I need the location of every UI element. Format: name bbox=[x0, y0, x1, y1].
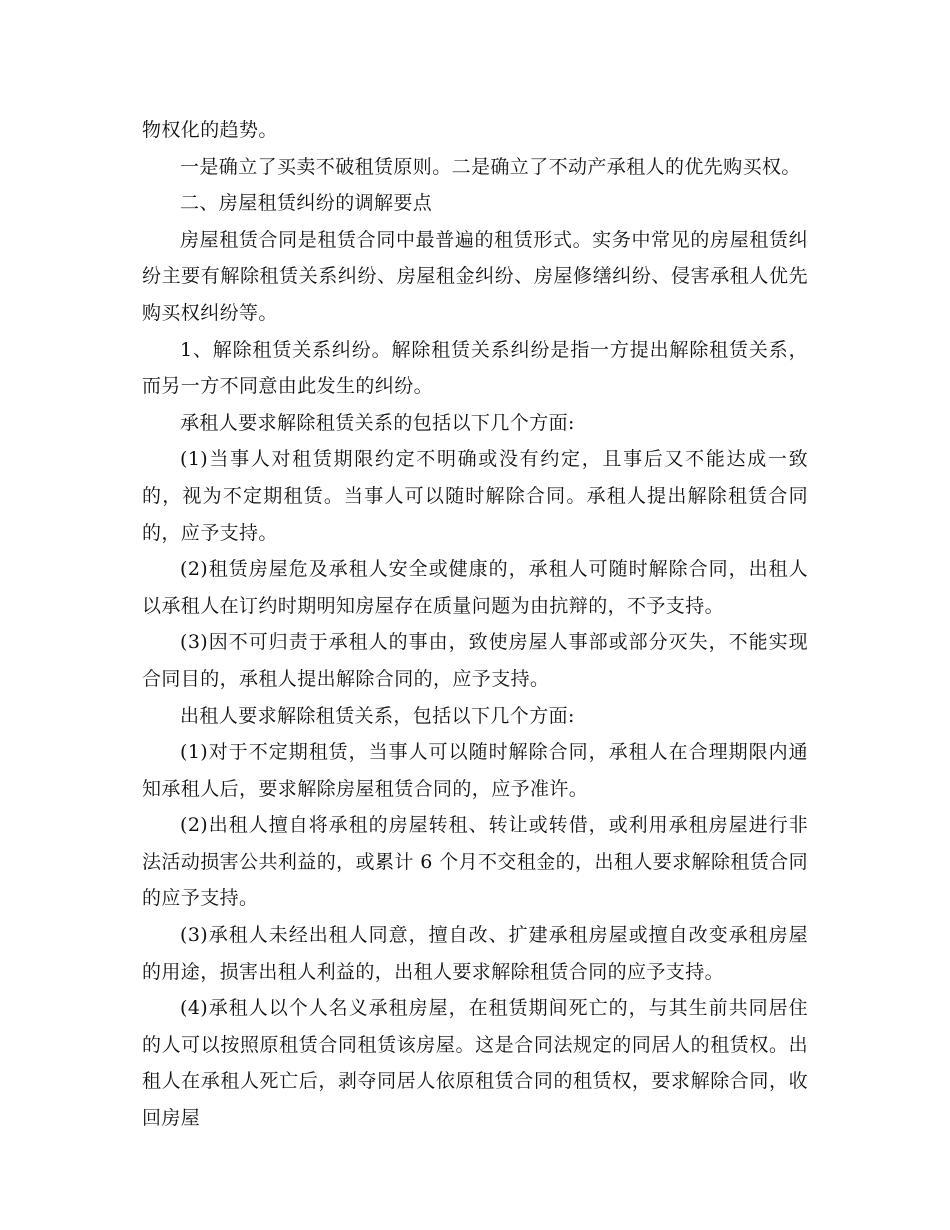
list-item: (3)承租人未经出租人同意，擅自改、扩建承租房屋或擅自改变承租房屋的用途，损害出租人利益的，出租人要求解除租赁合同的应予支持。 bbox=[142, 924, 808, 983]
list-item: (2)出租人擅自将承租的房屋转租、转让或转借，或利用承租房屋进行非法活动损害公共利益的，或累计 6 个月不交租金的，出租人要求解除租赁合同的应予支持。 bbox=[142, 814, 808, 910]
paragraph: 承租人要求解除租赁关系的包括以下几个方面: bbox=[180, 411, 575, 434]
list-item: (2)租赁房屋危及承租人安全或健康的，承租人可随时解除合同，出租人以承租人在订约时期明知房屋存在质量问题为由抗辩的，不予支持。 bbox=[142, 558, 808, 617]
paragraph: 房屋租赁合同是租赁合同中最普遍的租赁形式。实务中常见的房屋租赁纠纷主要有解除租赁关系纠纷、房屋租金纠纷、房屋修缮纠纷、侵害承租人优先购买权纠纷等。 bbox=[142, 228, 808, 324]
section-heading: 二、房屋租赁纠纷的调解要点 bbox=[180, 192, 433, 215]
list-item: (3)因不可归责于承租人的事由，致使房屋人事部或部分灭失，不能实现合同目的，承租人提出解除合同的，应予支持。 bbox=[142, 631, 808, 690]
list-item: (1)当事人对租赁期限约定不明确或没有约定，且事后又不能达成一致的，视为不定期租赁。当事人可以随时解除合同。承租人提出解除租赁合同的，应予支持。 bbox=[142, 448, 808, 544]
paragraph: 出租人要求解除租赁关系，包括以下几个方面: bbox=[180, 704, 575, 727]
paragraph: 一是确立了买卖不破租赁原则。二是确立了不动产承租人的优先购买权。 bbox=[180, 155, 801, 178]
paragraph: 1、解除租赁关系纠纷。解除租赁关系纠纷是指一方提出解除租赁关系，而另一方不同意由此发生的纠纷。 bbox=[142, 338, 808, 398]
document-body bbox=[142, 112, 808, 1137]
list-item: (4)承租人以个人名义承租房屋，在租赁期间死亡的，与其生前共同居住的人可以按照原租赁合同租赁该房屋。这是合同法规定的同居人的租赁权。出租人在承租人死亡后，剥夺同居人依原租赁合同的租赁权，要求解除合同，收回房屋 bbox=[142, 997, 808, 1130]
paragraph-continuation: 物权化的趋势。 bbox=[142, 119, 278, 141]
list-item: (1)对于不定期租赁，当事人可以随时解除合同，承租人在合理期限内通知承租人后，要求解除房屋租赁合同的，应予准许。 bbox=[142, 741, 808, 800]
